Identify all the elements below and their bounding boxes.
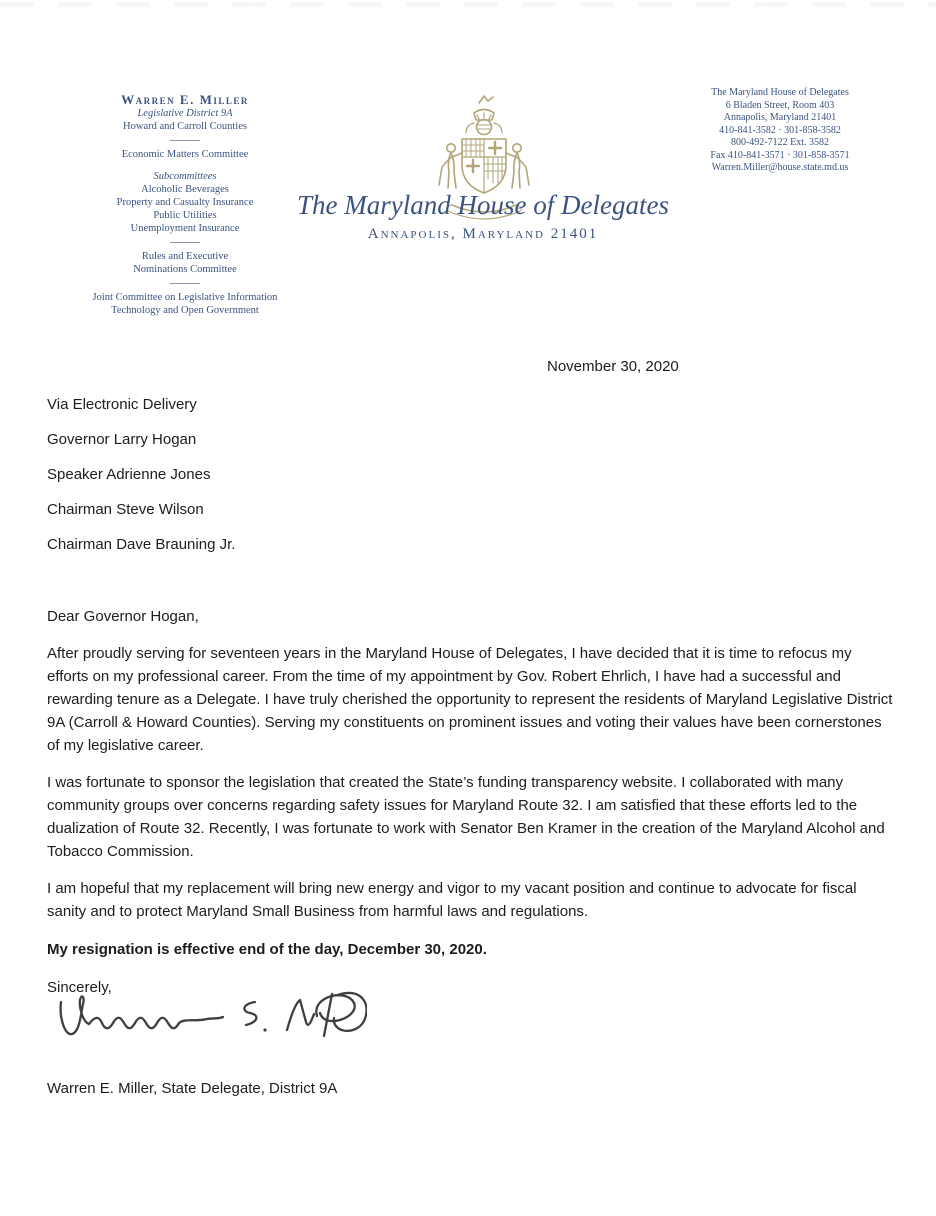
subcommittee-item: Unemployment Insurance <box>130 223 240 234</box>
recipient: Chairman Steve Wilson <box>47 501 204 518</box>
divider <box>170 242 200 243</box>
joint-committee-line: Technology and Open Government <box>111 305 259 316</box>
recipient: Chairman Dave Brauning Jr. <box>47 536 236 553</box>
subcommittee-item: Property and Casualty Insurance <box>116 197 254 208</box>
counties: Howard and Carroll Counties <box>123 121 247 132</box>
committee2-line: Rules and Executive <box>141 251 229 262</box>
delivery-method: Via Electronic Delivery <box>47 396 197 413</box>
subcommittee-item: Public Utilities <box>153 210 217 221</box>
body-paragraph: I was fortunate to sponsor the legislation that created the State’s funding transparency website. I collaborated with many community groups over concerns regarding safety issues for Maryland Route 32. I am satisfied that these efforts led to the dualization of Route 32. Recently, I was fortunate to work with Senator Ben Kramer in the creation of the Maryland Alcohol and Tobacco Commission. <box>47 774 885 860</box>
body-paragraph: I am hopeful that my replacement will bring new energy and vigor to my vacant position and continue to advocate for fiscal sanity and to protect Maryland Small Business from harmful laws and regulations. <box>47 880 857 920</box>
divider <box>170 140 200 141</box>
divider <box>170 283 200 284</box>
letterhead-subtitle: Annapolis, Maryland 21401 <box>367 226 599 242</box>
delegate-name: Warren E. Miller <box>121 92 249 107</box>
resignation-effective-line: My resignation is effective end of the day, December 30, 2020. <box>47 941 487 958</box>
legislative-district: Legislative District 9A <box>137 108 233 119</box>
salutation: Dear Governor Hogan, <box>47 608 199 625</box>
letter-date: November 30, 2020 <box>547 358 679 375</box>
office-line: The Maryland House of Delegates <box>711 87 849 98</box>
fax-line: Fax 410-841-3571 · 301-858-3571 <box>710 149 850 161</box>
letterhead-right-column <box>652 87 908 175</box>
committee-name: Economic Matters Committee <box>121 149 249 160</box>
office-line: Annapolis, Maryland 21401 <box>723 112 837 123</box>
phone-line: 800-492-7122 Ext. 3582 <box>730 137 830 148</box>
phone-line: 410-841-3582 · 301-858-3582 <box>719 124 841 136</box>
page-edge-artifact <box>0 2 936 7</box>
office-line: 6 Bladen Street, Room 403 <box>725 99 835 111</box>
handwritten-signature <box>55 988 367 1054</box>
recipient: Governor Larry Hogan <box>47 431 197 448</box>
joint-committee-line: Joint Committee on Legislative Information <box>92 292 278 303</box>
letter-body <box>47 350 893 999</box>
email-line: Warren.Miller@house.state.md.us <box>711 162 849 173</box>
body-paragraph: After proudly serving for seventeen years in the Maryland House of Delegates, I have decided that it is time to refocus my efforts on my professional career. From the time of my appointment by Gov. Robert Ehrlich, I have had a successful and rewarding tenure as a Delegate. I have truly cherished the opportunity to represent the residents of Maryland Legislative District 9A (Carroll & Howard Counties). Serving my constituents on prominent issues and voting their values have been cornerstones of my legislative career. <box>47 645 893 754</box>
recipient: Speaker Adrienne Jones <box>47 466 211 483</box>
subcommittee-item: Alcoholic Beverages <box>141 184 229 195</box>
maryland-crest-icon <box>424 93 544 243</box>
closing: Sincerely, <box>47 979 112 996</box>
letterhead-title: The Maryland House of Delegates <box>297 190 669 220</box>
recipient-block <box>47 395 893 554</box>
typed-signature-name: Warren E. Miller, State Delegate, District 9A <box>47 1080 338 1097</box>
subcommittees-label: Subcommittees <box>153 171 217 182</box>
committee2-line: Nominations Committee <box>133 264 237 275</box>
